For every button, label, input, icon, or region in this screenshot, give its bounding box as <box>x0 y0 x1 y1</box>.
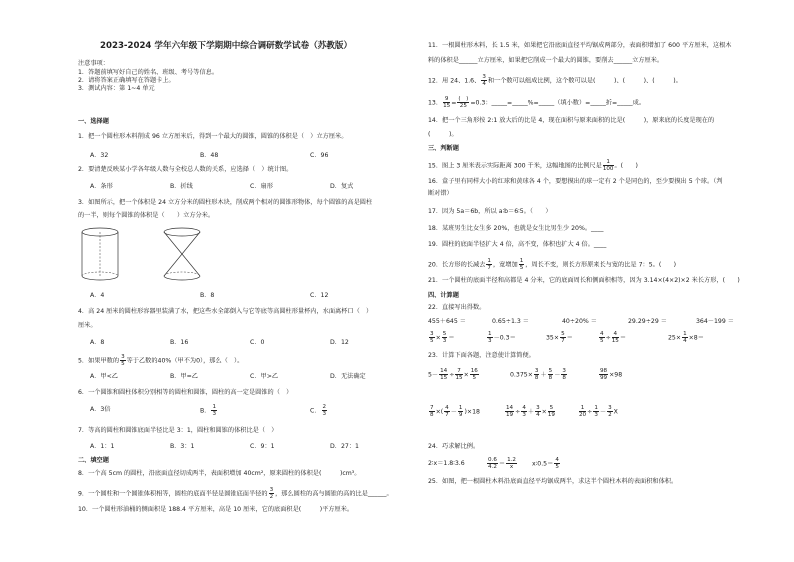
option: B．3：1 <box>170 443 195 450</box>
calc-row-2: $\frac{4}{5}$ ÷ $\frac{4}{15}$ ＝ <box>600 331 627 344</box>
section-fill: 二、填空题 <box>78 457 109 464</box>
calc-row: 40÷20% ＝ <box>562 318 597 325</box>
question-16: 16．盒子里有同样大小的红球和黄球各 4 个，要想摸出的球一定有 2 个是同色的，至少要摸出 5 个球。（判 <box>428 178 723 185</box>
question-17: 17．因为 5a＝6b，所以 a∶b＝6∶5。（ ） <box>428 208 552 215</box>
option: B．折线 <box>170 183 193 190</box>
calc-row-2: 35× $\frac{5}{7}$ ＝ <box>546 331 573 344</box>
option: C．0 <box>250 339 265 346</box>
option: D．无法确定 <box>330 373 366 380</box>
question-12: 12．用 24、1.6、 $\frac{3}{4}$ 和一个数可以组成比例，这个数可以是( )、( )、( )。 <box>428 74 682 87</box>
option: C．12 <box>310 292 329 299</box>
calc-expr: 0.375× $\frac{3}{8}$ ＋ $\frac{5}{8}$ － $\frac{3}{8}$ <box>510 368 566 381</box>
option: A．4 <box>90 292 105 299</box>
calc-row: 0.65÷1.3 ＝ <box>492 318 529 325</box>
question-4: 4．高 24 厘米的圆柱形容器里装满了水，把这些水全部倒入与它等底等高圆柱形量杯内，水面离杯口（ ） <box>78 308 373 315</box>
option: C．甲>乙 <box>250 373 279 380</box>
question-14: 14．把一个三角形按 2:1 放大后的比是 4，现在面积与原来面积的比是( )，原来底的长度是现在的 <box>428 117 715 124</box>
option: B．48 <box>200 152 219 159</box>
option: D．复式 <box>330 183 354 190</box>
question-11: 11．一根圆柱形木料，长 1.5 米，如果把它沿底面直径平均锯成两部分，表面积增加了 600 平方厘米，这根木 <box>428 42 732 49</box>
question-24: 24．巧求解比例。 <box>428 443 480 450</box>
option: A．条形 <box>90 183 113 190</box>
option: B．16 <box>170 339 189 346</box>
fraction: $\frac{3}{5}$ <box>121 354 125 367</box>
question-23: 23．计算下面各题，注意使计算简便。 <box>428 352 535 359</box>
double-cone-figure <box>156 226 216 286</box>
notice-item: 2．请将答案正确填写在答题卡上。 <box>78 77 175 84</box>
option: C．扇形 <box>250 183 273 190</box>
question-1: 1．把一个圆柱形木料削成 96 立方厘米后，得到一个最大的圆锥，圆锥的体积是（ ）立方厘米。 <box>78 133 348 140</box>
calc-expr: $\frac{1}{20}$ ÷ $\frac{1}{3}$ － $\frac{3}{2}$ X <box>579 405 618 418</box>
calc-expr: $\frac{14}{19}$ ÷ $\frac{4}{3}$ ＋ $\frac{3}{4}$ × $\frac{5}{19}$ <box>506 405 555 418</box>
question-19: 19．圆柱的底面半径扩大 4 倍，高不变，体积也扩大 4 倍。____ <box>428 241 607 248</box>
calc-expr: 5－ $\frac{14}{15}$ ÷ $\frac{7}{15}$ × $\frac{16}{5}$ <box>428 368 478 381</box>
option: B．8 <box>200 292 215 299</box>
calc-expr: $\frac{7}{8}$ ×( $\frac{4}{7}$ － $\frac{1}{9}$ )×18 <box>430 405 480 418</box>
calc-row-2: $\frac{3}{5}$ × $\frac{5}{3}$ ＝ <box>430 331 455 344</box>
option: A．32 <box>90 152 109 159</box>
option: C．96 <box>310 152 329 159</box>
proportion: 2∶x＝1.8∶3.6 <box>428 460 465 467</box>
calc-expr: $\frac{98}{99}$ ×98 <box>600 368 623 381</box>
option: D．12 <box>330 339 349 346</box>
question-16-cont: 断对错） <box>428 190 453 197</box>
notice-header: 注意事项： <box>78 60 109 67</box>
proportion: x∶0.5＝ $\frac{4}{5}$ <box>532 457 559 470</box>
proportion: $\frac{0.6}{4.2}$ ＝ $\frac{1.2}{x}$ <box>488 457 516 470</box>
option: B． $\frac{1}{3}$ <box>200 404 216 417</box>
option: A．1：1 <box>90 443 115 450</box>
question-3: 3．如图所示，把一个体积是 24 立方分米的圆柱形木块，削成两个相对的圆锥形物体，每个圆锥的高是圆柱 <box>78 199 373 206</box>
question-14-cont: ( )。 <box>428 131 458 138</box>
question-7: 7．等高的圆柱和圆锥底面半径比是 3：1，圆柱和圆锥的体积比是（ ） <box>78 427 278 434</box>
calc-row: 455＋645 ＝ <box>428 318 466 325</box>
calc-row-2: $\frac{1}{3}$ －0.3＝ <box>488 331 516 344</box>
question-10: 10．一个圆柱形油桶的侧面积是 188.4 平方厘米，高是 10 厘米，它的底面积是( )平方厘米。 <box>78 506 354 513</box>
option: A．8 <box>90 339 105 346</box>
section-calc: 四、计算题 <box>428 292 459 299</box>
question-8: 8．一个高 5cm 的圆柱，沿底面直径切成两半，表面积增加 40cm²，原来圆柱的体积是( )cm³。 <box>78 470 361 477</box>
notice-item: 1．答题前填写好自己的姓名、班级、考号等信息。 <box>78 69 219 76</box>
question-5: 5．如果甲数的 $\frac{3}{5}$ 等于乙数的40%（甲不为0），那么（ ）。 <box>78 354 244 367</box>
option: C．9：1 <box>250 443 275 450</box>
question-6: 6．一个圆锥和圆柱体积分别相等的圆柱和圆锥，圆柱的高一定是圆锥的（ ） <box>78 389 293 396</box>
question-22: 22．直接写出得数。 <box>428 304 486 311</box>
calc-row-2: 25× $\frac{1}{4}$ ×8＝ <box>668 331 704 344</box>
section-choice: 一、选择题 <box>78 118 109 125</box>
calc-row: 364－199 ＝ <box>696 318 734 325</box>
calc-row: 29.29÷29 ＝ <box>628 318 667 325</box>
question-3-cont: 的一半，则每个圆锥的体积是（ ）立方分米。 <box>78 212 215 219</box>
question-4-cont: 厘米。 <box>78 322 97 329</box>
section-judge: 三、判断题 <box>428 145 459 152</box>
option: A．3倍 <box>90 406 111 413</box>
notice-item: 3．测试内容：第 1~4 单元 <box>78 85 155 92</box>
question-18: 18．某班男生比女生多 20%，也就是女生比男生少 20%。____ <box>428 225 604 232</box>
question-13: 13． $\frac{9}{15}$ = $\frac{( )}{25}$ =0.3：_____=_____%=_____（填小数）=_____折=_____成。 <box>428 96 646 109</box>
question-21: 21．一个圆柱的底面半径和高都是 4 分米，它的底面周长和侧面积相等，因为 3.14×(4×2)×2 米长方形，( ) <box>428 277 740 284</box>
option: B．甲=乙 <box>170 373 198 380</box>
option: A．甲<乙 <box>90 373 118 380</box>
question-15: 15．图上 3 厘米表示实际距离 300 千米，这幅地图的比例尺是 $\frac{1}{100}$ 。( ) <box>428 159 638 172</box>
question-25: 25．如图，把一根圆柱木料沿底面直径平均锯成两半，求这半个圆柱木料的表面积和体积。 <box>428 478 678 485</box>
question-20: 20．长方形的长减去 $\frac{1}{7}$ ，宽增加 $\frac{1}{5}$ ，周长不变，则长方形原来长与宽的比是 7：5。( ) <box>428 258 677 271</box>
question-9: 9．一个圆柱和一个圆锥体积相等，圆柱的底面半径是圆锥底面半径的 $\frac{3}{2}$ ，那么圆柱的高与圆锥的高的比是______。 <box>78 487 393 500</box>
question-2: 2．要清楚反映某小学各年级人数与全校总人数的关系，应选择（ ）统计图。 <box>78 166 293 173</box>
question-11-cont: 料的体积是______立方厘米，如果把它削成一个最大的圆锥，要削去______立方厘米。 <box>428 57 664 64</box>
option: C． $\frac{2}{3}$ <box>310 404 327 417</box>
option: D．27：1 <box>330 443 359 450</box>
exam-title: 2023-2024 学年六年级下学期期中综合调研数学试卷（苏教版） <box>100 41 353 51</box>
